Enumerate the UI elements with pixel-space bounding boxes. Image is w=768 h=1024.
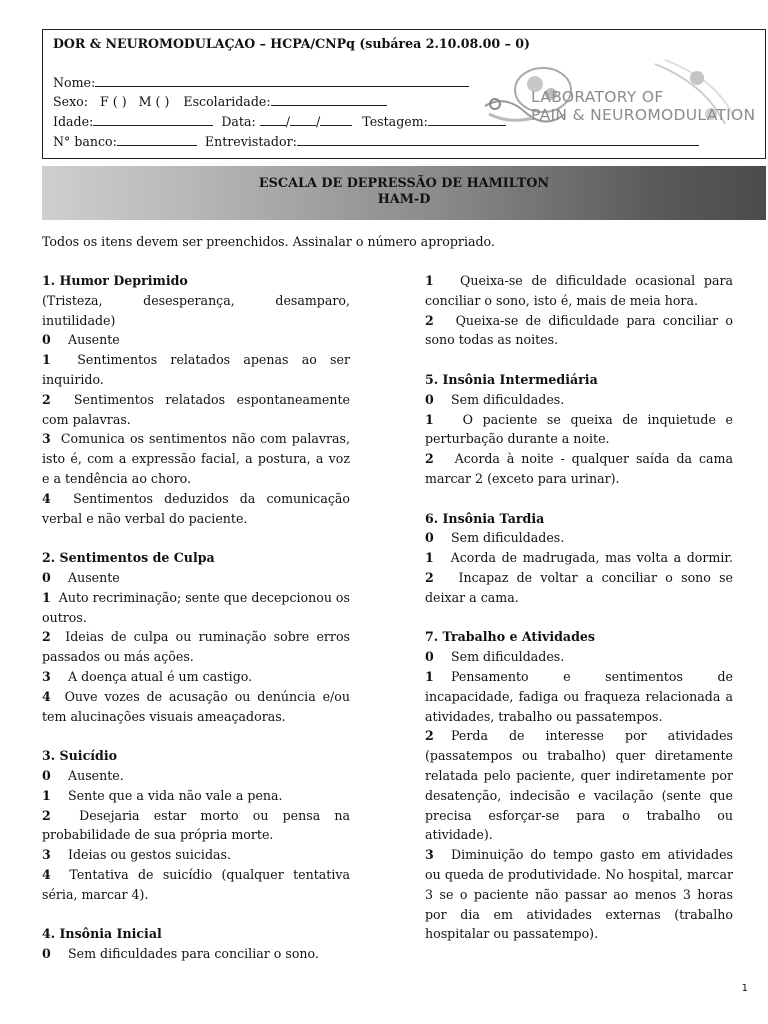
lab-logo <box>475 54 756 136</box>
item-7-option-3[interactable]: 3 Diminuição do tempo gasto em atividades ou queda de produtividade. No hospital, marcar 3 se o paciente não passar ao menos 3 horas por dia em atividades externas (trabalho hospitalar ou passatempo). <box>425 847 733 942</box>
logo-text-line1: LABORATORY OF <box>531 88 664 106</box>
instructions: Todos os itens devem ser preenchidos. Assinalar o número apropriado. <box>42 234 495 249</box>
item-1-option-0[interactable]: 0 Ausente <box>42 332 120 348</box>
banco-row: N° banco: Entrevistador: <box>53 133 699 150</box>
page-number: 1 <box>741 983 748 994</box>
sexo-m-option[interactable]: M ( ) <box>138 94 170 109</box>
right-column <box>425 271 733 944</box>
item-7-option-1[interactable]: 1 Pensamento e sentimentos de incapacidade, fadiga ou fraqueza relacionada a atividades, trabalho ou passatempos. <box>425 668 733 724</box>
nome-row: Nome: <box>53 74 469 91</box>
logo-text-line2: PAIN & NEUROMODULATION <box>531 106 756 124</box>
sexo-row: Sexo: F ( ) M ( ) Escolaridade: <box>53 93 387 110</box>
left-column <box>42 271 350 964</box>
item-6-option-1-2[interactable]: 1 Acorda de madrugada, mas volta a dormir. 2 Incapaz de voltar a conciliar o sono se deixar a cama. <box>425 550 733 605</box>
item-5-option-2[interactable]: 2 Acorda à noite - qualquer saída da cama marcar 2 (exceto para urinar). <box>425 451 733 486</box>
item-2-title: 2. Sentimentos de Culpa <box>42 550 215 566</box>
scale-subtitle: HAM-D <box>377 192 431 207</box>
item-2-option-1[interactable]: 1 Auto recriminação; sente que decepcionou os outros. <box>42 589 350 625</box>
item-3-option-3[interactable]: 3 Ideias ou gestos suicidas. <box>42 847 231 863</box>
item-2-option-2[interactable]: 2 Ideias de culpa ou ruminação sobre erros passados ou más ações. <box>42 629 350 665</box>
idade-row: Idade: Data: / / Testagem: <box>53 113 506 130</box>
item-4-option-0[interactable]: 0 Sem dificuldades para conciliar o sono. <box>42 946 319 962</box>
item-6-title: 6. Insônia Tardia <box>425 510 545 526</box>
item-1-option-2[interactable]: 2 Sentimentos relatados espontaneamente com palavras. <box>42 391 350 427</box>
sexo-f-option[interactable]: F ( ) <box>100 94 127 109</box>
item-4-option-1[interactable]: 1 Queixa-se de dificuldade ocasional para conciliar o sono, isto é, mais de meia hora. <box>425 273 733 308</box>
item-2-option-4[interactable]: 4 Ouve vozes de acusação ou denúncia e/ou tem alucinações visuais ameaçadoras. <box>42 688 350 724</box>
header-title: DOR & NEUROMODULAÇAO – HCPA/CNPq (subárea 2.10.08.00 – 0) <box>53 36 530 51</box>
item-2-option-3[interactable]: 3 A doença atual é um castigo. <box>42 668 253 684</box>
item-7-option-0[interactable]: 0 Sem dificuldades. <box>425 649 565 665</box>
banco-field[interactable] <box>117 133 197 146</box>
item-1-option-3[interactable]: 3 Comunica os sentimentos não com palavras, isto é, com a expressão facial, a postura, a voz e a tendência ao choro. <box>42 431 350 486</box>
item-4-option-2[interactable]: 2 Queixa-se de dificuldade para conciliar o sono todas as noites. <box>425 312 733 348</box>
data-day-field[interactable] <box>260 113 286 126</box>
item-1-description: (Tristeza, desesperança, desamparo, inutilidade) <box>42 292 350 328</box>
item-3-option-2[interactable]: 2 Desejaria estar morto ou pensa na probabilidade de sua própria morte. <box>42 807 350 843</box>
item-3-title: 3. Suicídio <box>42 748 118 764</box>
data-year-field[interactable] <box>320 113 352 126</box>
item-5-option-1[interactable]: 1 O paciente se queixa de inquietude e perturbação durante a noite. <box>425 411 734 447</box>
item-7-option-2[interactable]: 2 Perda de interesse por atividades (passatempos ou trabalho) quer diretamente relatada pelo paciente, quer indiretamente por desatenção, indecisão e vacilação (sente que precisa esforçar-se para o trabalho ou atividade). <box>425 728 733 843</box>
data-month-field[interactable] <box>290 113 316 126</box>
item-6-option-0[interactable]: 0 Sem dificuldades. <box>425 530 565 546</box>
nome-field[interactable] <box>95 74 469 87</box>
item-3-option-1[interactable]: 1 Sente que a vida não vale a pena. <box>42 787 283 803</box>
idade-field[interactable] <box>93 113 213 126</box>
scale-title: ESCALA DE DEPRESSÃO DE HAMILTON <box>258 176 550 191</box>
item-1-option-1[interactable]: 1 Sentimentos relatados apenas ao ser inquirido. <box>42 352 350 387</box>
item-3-option-0[interactable]: 0 Ausente. <box>42 767 124 783</box>
patient-info-box <box>42 29 766 159</box>
item-1-option-4[interactable]: 4 Sentimentos deduzidos da comunicação verbal e não verbal do paciente. <box>42 490 350 526</box>
item-7-title: 7. Trabalho e Atividades <box>425 629 595 645</box>
item-5-title: 5. Insônia Intermediária <box>425 371 598 387</box>
item-3-option-4[interactable]: 4 Tentativa de suicídio (qualquer tentativa séria, marcar 4). <box>42 866 350 902</box>
escolaridade-field[interactable] <box>271 93 387 106</box>
item-1-title: 1. Humor Deprimido <box>42 273 188 288</box>
scale-title-band <box>42 166 766 220</box>
item-4-title: 4. Insônia Inicial <box>42 926 162 942</box>
item-2-option-0[interactable]: 0 Ausente <box>42 569 120 585</box>
item-5-option-0[interactable]: 0 Sem dificuldades. <box>425 391 565 407</box>
